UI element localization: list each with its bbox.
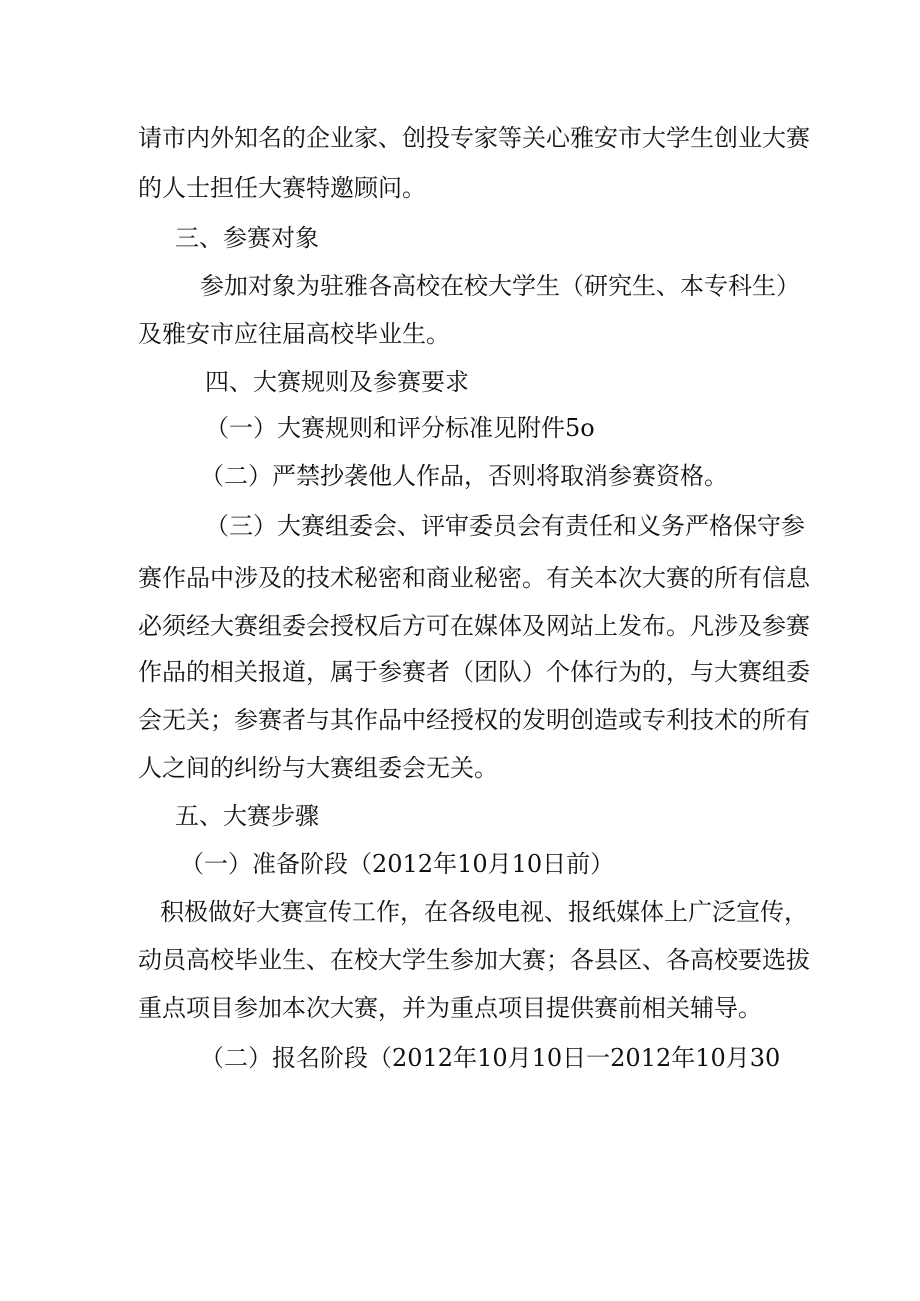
body-line-10: 赛作品中涉及的技术秘密和商业秘密。有关本次大赛的所有信息 xyxy=(138,564,810,592)
body-line-19: 重点项目参加本次大赛，并为重点项目提供赛前相关辅导。 xyxy=(138,994,762,1022)
body-line-14: 人之间的纠纷与大赛组委会无关。 xyxy=(138,754,498,782)
body-line-1: 请市内外知名的企业家、创投专家等关心雅安市大学生创业大赛 xyxy=(138,124,810,152)
body-line-12: 作品的相关报道，属于参赛者（团队）个体行为的，与大赛组委 xyxy=(138,658,810,686)
body-line-5: 及雅安市应往届高校毕业生。 xyxy=(138,320,450,348)
body-line-11: 必须经大赛组委会授权后方可在媒体及网站上发布。凡涉及参赛 xyxy=(138,612,810,640)
rule-item-1: （一）大赛规则和评分标准见附件5o xyxy=(205,414,595,442)
body-line-17: 积极做好大赛宣传工作，在各级电视、报纸媒体上广泛宣传， xyxy=(160,898,808,926)
step-item-1: （一）准备阶段（2012年10月10日前） xyxy=(180,850,615,878)
section-heading-3: 三、参赛对象 xyxy=(175,224,319,252)
body-line-4: 参加对象为驻雅各高校在校大学生（研究生、本专科生） xyxy=(200,272,800,300)
section-heading-5: 五、大赛步骤 xyxy=(175,802,319,830)
rule-item-2: （二）严禁抄袭他人作品，否则将取消参赛资格。 xyxy=(200,462,728,490)
section-heading-4: 四、大赛规则及参赛要求 xyxy=(205,368,469,396)
step-item-2: （二）报名阶段（2012年10月10日一2012年10月30 xyxy=(200,1044,781,1072)
body-line-18: 动员高校毕业生、在校大学生参加大赛；各县区、各高校要选拔 xyxy=(138,946,810,974)
body-line-13: 会无关；参赛者与其作品中经授权的发明创造或专利技术的所有 xyxy=(138,706,810,734)
rule-item-3: （三）大赛组委会、评审委员会有责任和义务严格保守参 xyxy=(205,512,805,540)
body-line-2: 的人士担任大赛特邀顾问。 xyxy=(138,174,426,202)
